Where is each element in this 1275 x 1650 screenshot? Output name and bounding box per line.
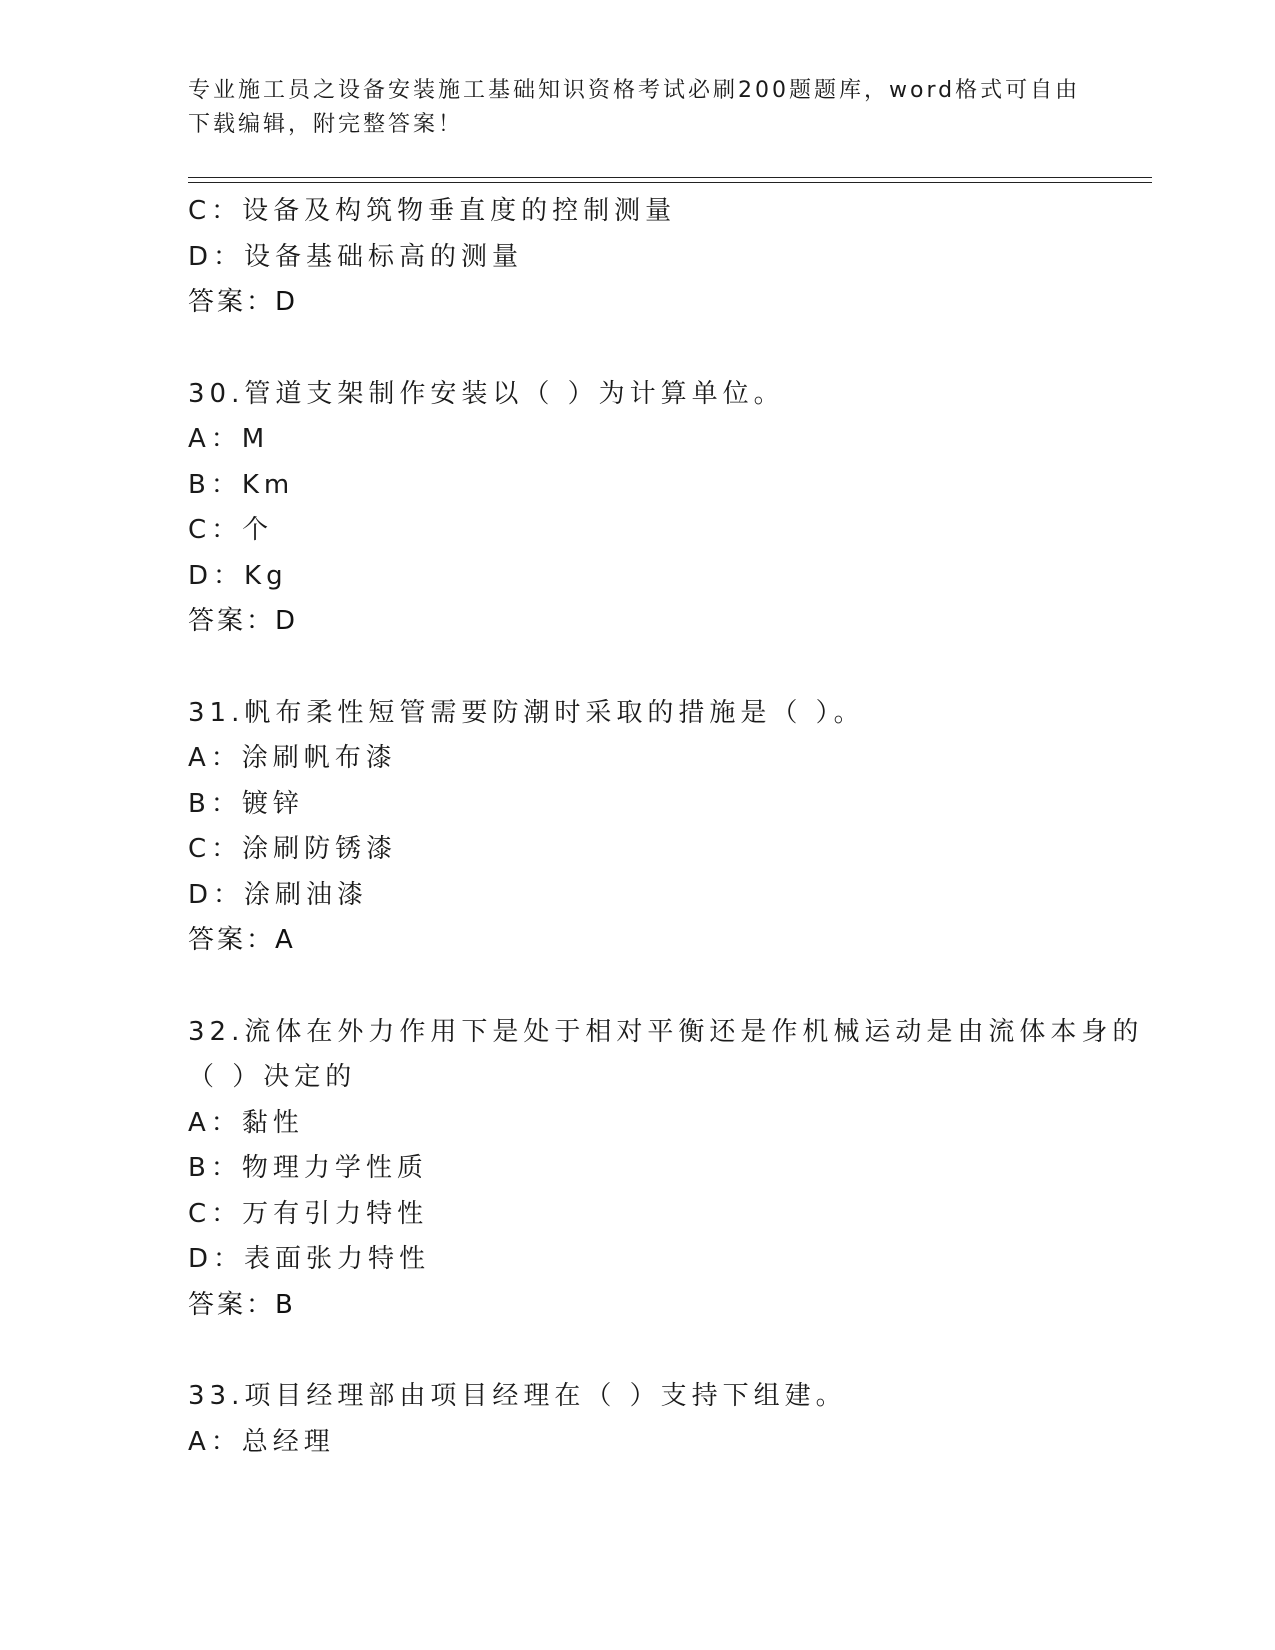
question-33 xyxy=(188,1374,1148,1465)
option-a: A：涂刷帆布漆 xyxy=(188,743,397,773)
option-d: D：表面张力特性 xyxy=(188,1244,431,1274)
answer-line: 答案：D xyxy=(188,606,299,636)
header-title-line2: 下载编辑，附完整答案！ xyxy=(188,112,464,137)
answer-line: 答案：B xyxy=(188,1289,296,1320)
option-b: B：物理力学性质 xyxy=(188,1153,428,1183)
header-divider xyxy=(188,177,1152,178)
header-divider-double xyxy=(188,182,1152,183)
question-text-line2: （ ）决定的 xyxy=(188,1062,357,1092)
answer-line: 答案：A xyxy=(188,925,296,955)
option-a: A：黏性 xyxy=(188,1107,304,1138)
option-c: C：涂刷防锈漆 xyxy=(188,834,398,864)
question-text-line1: 32.流体在外力作用下是处于相对平衡还是作机械运动是由流体本身的 xyxy=(188,1016,1144,1047)
document-header xyxy=(188,74,1088,142)
option-c: C：设备及构筑物垂直度的控制测量 xyxy=(188,196,677,226)
option-d: D：涂刷油漆 xyxy=(188,879,369,910)
question-32 xyxy=(188,1010,1148,1329)
option-c: C：万有引力特性 xyxy=(188,1198,429,1229)
question-text: 33.项目经理部由项目经理在（ ）支持下组建。 xyxy=(188,1381,847,1411)
option-c: C：个 xyxy=(188,515,274,545)
option-b: B：Km xyxy=(188,469,295,500)
question-text: 31.帆布柔性短管需要防潮时采取的措施是（ ）。 xyxy=(188,697,865,728)
answer-line: 答案：D xyxy=(188,287,299,317)
option-b: B：镀锌 xyxy=(188,788,304,819)
header-title-line1: 专业施工员之设备安装施工基础知识资格考试必刷200题题库，word格式可自由 xyxy=(188,78,1081,103)
option-d: D：设备基础标高的测量 xyxy=(188,241,524,272)
question-list xyxy=(188,189,1148,1465)
option-a: A：M xyxy=(188,424,270,454)
option-d: D：Kg xyxy=(188,560,288,591)
question-text: 30.管道支架制作安装以（ ）为计算单位。 xyxy=(188,378,785,409)
question-30 xyxy=(188,372,1148,645)
question-31 xyxy=(188,691,1148,964)
option-a: A：总经理 xyxy=(188,1426,335,1457)
